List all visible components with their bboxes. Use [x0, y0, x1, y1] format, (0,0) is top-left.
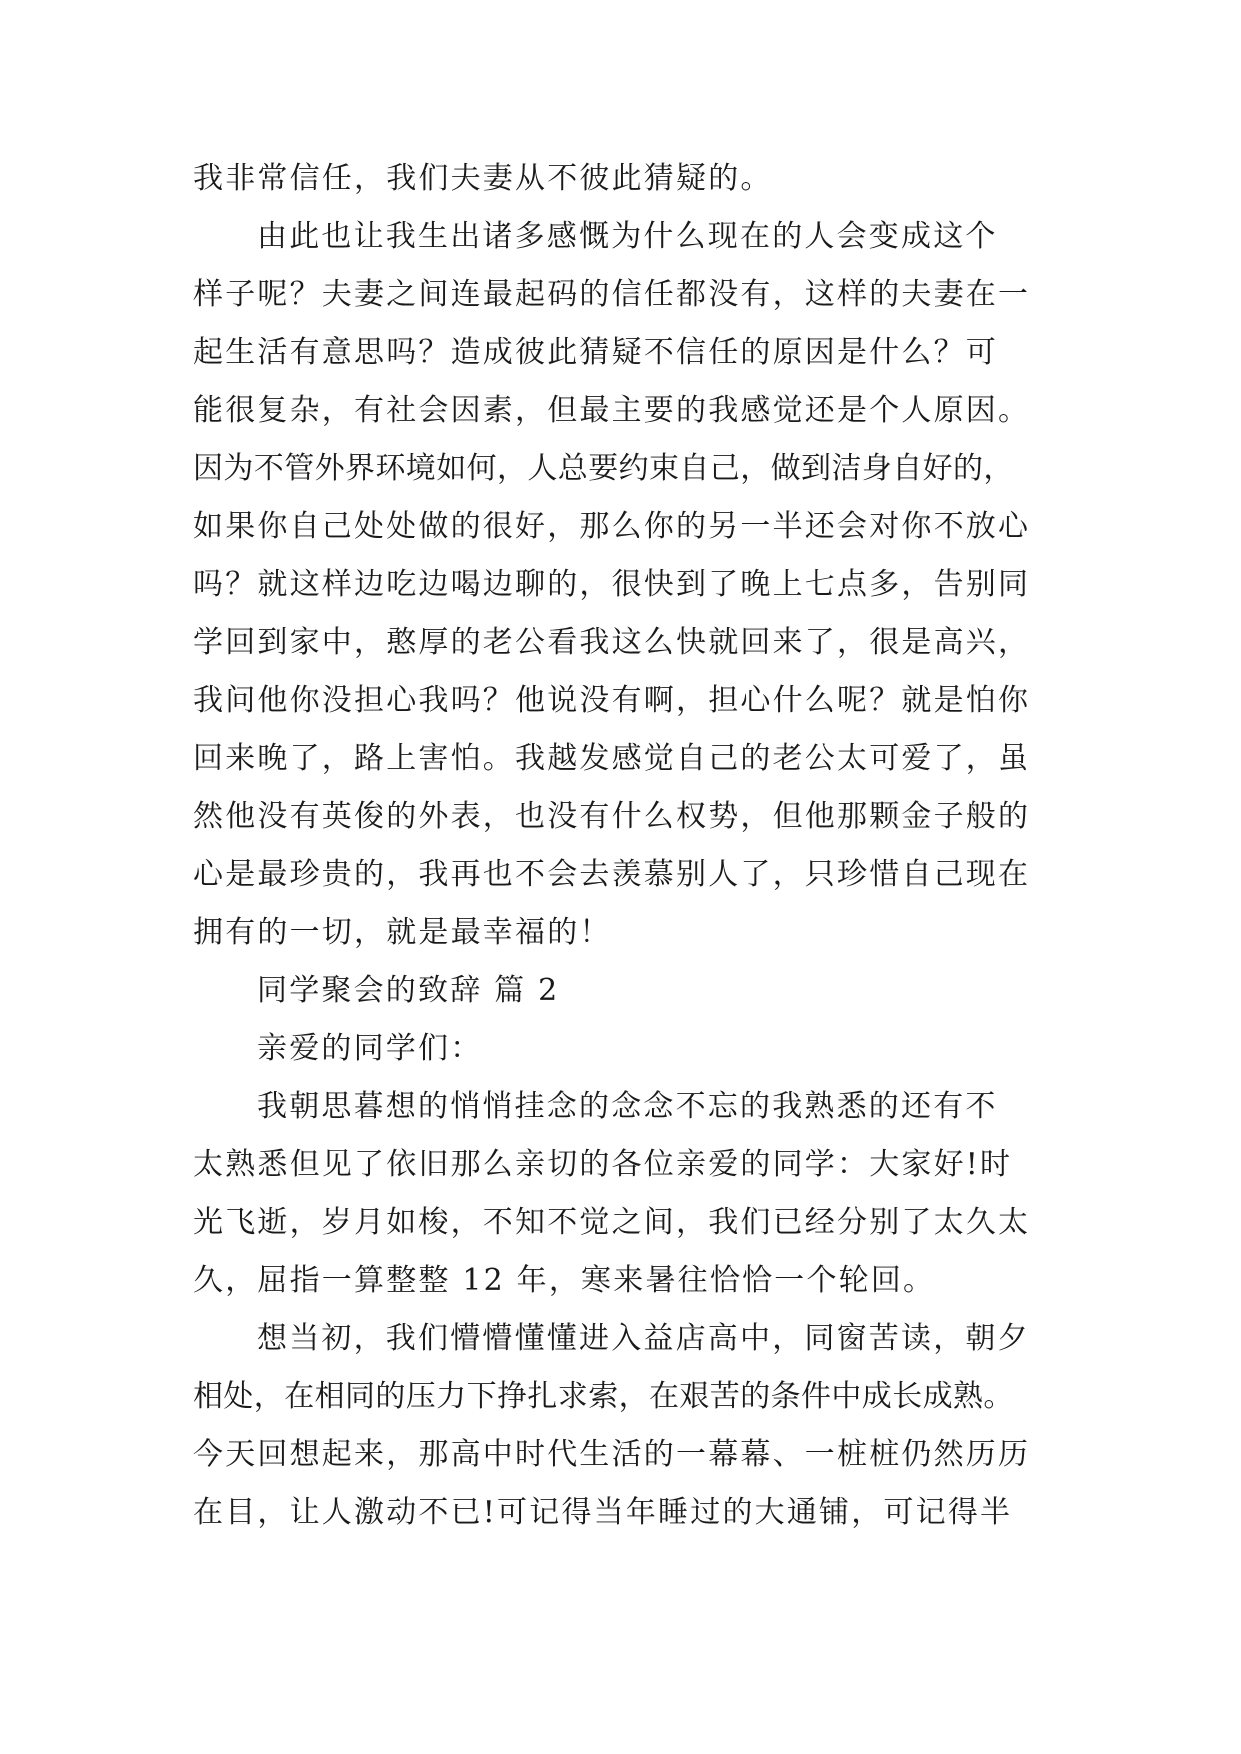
text-line: 回来晚了，路上害怕。我越发感觉自己的老公太可爱了，虽 — [193, 741, 1031, 776]
text-line: 我非常信任，我们夫妻从不彼此猜疑的。 — [193, 161, 773, 196]
text-line: 亲爱的同学们： — [257, 1031, 483, 1066]
text-line: 样子呢？夫妻之间连最起码的信任都没有，这样的夫妻在一 — [193, 277, 1031, 312]
text-line: 起生活有意思吗？造成彼此猜疑不信任的原因是什么？可 — [193, 335, 998, 370]
text-line: 因为不管外界环境如何，人总要约束自己，做到洁身自好的， — [193, 451, 1014, 486]
text-line: 拥有的一切，就是最幸福的！ — [193, 915, 612, 950]
text-line: 然他没有英俊的外表，也没有什么权势，但他那颗金子般的 — [193, 799, 1031, 834]
text-line: 心是最珍贵的，我再也不会去羡慕别人了，只珍惜自己现在 — [193, 857, 1031, 892]
text-line: 久，屈指一算整整 12 年，寒来暑往恰恰一个轮回。 — [193, 1263, 936, 1298]
text-line: 今天回想起来，那高中时代生活的一幕幕、一桩桩仍然历历 — [193, 1437, 1031, 1472]
text-line: 想当初，我们懵懵懂懂进入益店高中，同窗苦读，朝夕 — [257, 1321, 1030, 1356]
text-line: 如果你自己处处做的很好，那么你的另一半还会对你不放心 — [193, 509, 1031, 544]
text-line: 太熟悉但见了依旧那么亲切的各位亲爱的同学：大家好!时 — [193, 1147, 1013, 1182]
text-line: 学回到家中，憨厚的老公看我这么快就回来了，很是高兴， — [193, 625, 1031, 660]
text-line: 由此也让我生出诸多感慨为什么现在的人会变成这个 — [257, 219, 998, 254]
text-line: 我朝思暮想的悄悄挂念的念念不忘的我熟悉的还有不 — [257, 1089, 998, 1124]
text-line: 在目，让人激动不已!可记得当年睡过的大通铺，可记得半 — [193, 1495, 1013, 1530]
text-line: 能很复杂，有社会因素，但最主要的我感觉还是个人原因。 — [193, 393, 1031, 428]
text-line: 吗？就这样边吃边喝边聊的，很快到了晚上七点多，告别同 — [193, 567, 1031, 602]
document-body — [193, 150, 1073, 1542]
text-line: 光飞逝，岁月如梭，不知不觉之间，我们已经分别了太久太 — [193, 1205, 1031, 1240]
text-line: 相处，在相同的压力下挣扎求索，在艰苦的条件中成长成熟。 — [193, 1379, 1014, 1414]
text-line: 我问他你没担心我吗？他说没有啊，担心什么呢？就是怕你 — [193, 683, 1031, 718]
text-line: 同学聚会的致辞 篇 2 — [257, 973, 560, 1008]
